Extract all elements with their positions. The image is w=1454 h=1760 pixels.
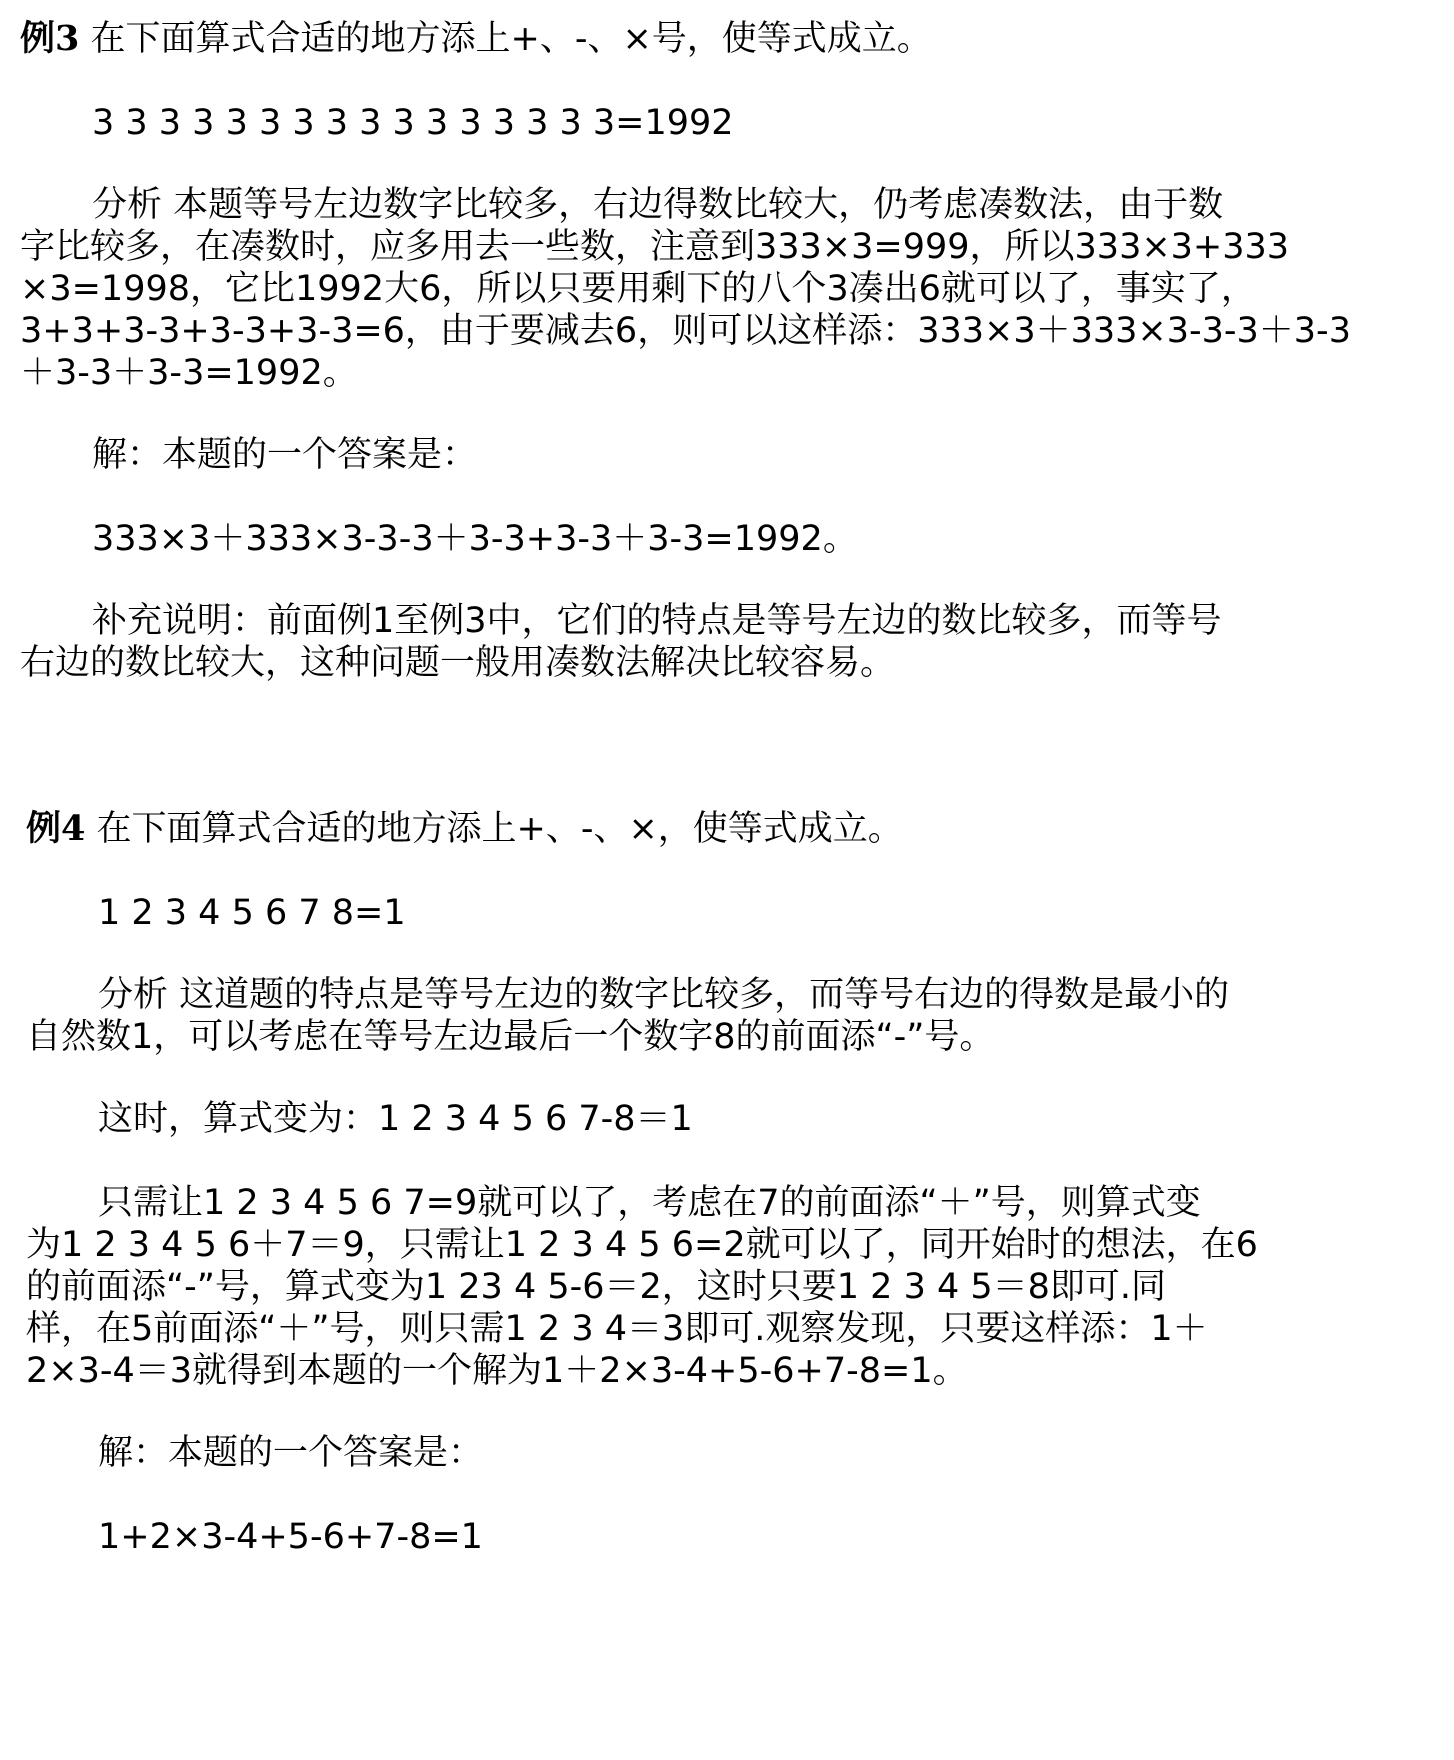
example-4-step-1: 这时，算式变为：1 2 3 4 5 6 7-8＝1 — [98, 1099, 693, 1139]
example-4-reasoning-line-4: 样，在5前面添“＋”号，则只需1 2 3 4＝3即可.观察发现，只要这样添：1＋ — [26, 1309, 1208, 1349]
example-4-analysis-line-2: 自然数1，可以考虑在等号左边最后一个数字8的前面添“-”号。 — [26, 1017, 995, 1057]
example-3-analysis-line-5: ＋3-3＋3-3=1992。 — [20, 353, 358, 393]
example-4-reasoning-line-1: 只需让1 2 3 4 5 6 7=9就可以了，考虑在7的前面添“＋”号，则算式变 — [98, 1183, 1201, 1223]
example-4-solution: 1+2×3-4+5-6+7-8=1 — [98, 1517, 483, 1557]
example-3-title: 在下面算式合适的地方添上+、-、×号，使等式成立。 — [90, 19, 932, 59]
example-4-label: 例4 — [26, 808, 86, 849]
example-4-solution-label: 解：本题的一个答案是： — [98, 1433, 484, 1473]
example-3-note-line-2: 右边的数比较大，这种问题一般用凑数法解决比较容易。 — [20, 643, 896, 683]
example-3-solution-label: 解：本题的一个答案是： — [92, 435, 478, 475]
example-3-analysis-line-4: 3+3+3-3+3-3+3-3=6，由于要减去6，则可以这样添：333×3＋333×3-3-3＋3-3 — [20, 311, 1351, 351]
example-3-label: 例3 — [20, 18, 80, 59]
example-4-heading — [26, 806, 903, 852]
example-4-title: 在下面算式合适的地方添上+、-、×，使等式成立。 — [96, 809, 903, 849]
example-3-heading — [20, 16, 932, 62]
example-3-analysis-line-3: ×3=1998，它比1992大6，所以只要用剩下的八个3凑出6就可以了，事实了， — [20, 269, 1256, 309]
example-4-reasoning-line-5: 2×3-4＝3就得到本题的一个解为1＋2×3-4+5-6+7-8=1。 — [26, 1351, 968, 1391]
example-3-note-line-1: 补充说明：前面例1至例3中，它们的特点是等号左边的数比较多，而等号 — [92, 601, 1222, 641]
example-4-reasoning-line-3: 的前面添“-”号，算式变为1 23 4 5-6＝2，这时只要1 2 3 4 5＝8即可.同 — [26, 1267, 1167, 1307]
example-3-solution: 333×3＋333×3-3-3＋3-3+3-3＋3-3=1992。 — [92, 519, 858, 559]
example-3-analysis-line-1: 分析 本题等号左边数字比较多，右边得数比较大，仍考虑凑数法，由于数 — [92, 185, 1224, 225]
example-4-equation: 1 2 3 4 5 6 7 8=1 — [98, 893, 406, 933]
example-3-equation: 3 3 3 3 3 3 3 3 3 3 3 3 3 3 3 3=1992 — [92, 103, 734, 143]
example-3-analysis-line-2: 字比较多，在凑数时，应多用去一些数，注意到333×3=999，所以333×3+333 — [20, 227, 1290, 267]
example-4-reasoning-line-2: 为1 2 3 4 5 6＋7＝9，只需让1 2 3 4 5 6=2就可以了，同开始时的想法，在6 — [26, 1225, 1258, 1265]
example-4-analysis-line-1: 分析 这道题的特点是等号左边的数字比较多，而等号右边的得数是最小的 — [98, 975, 1230, 1015]
